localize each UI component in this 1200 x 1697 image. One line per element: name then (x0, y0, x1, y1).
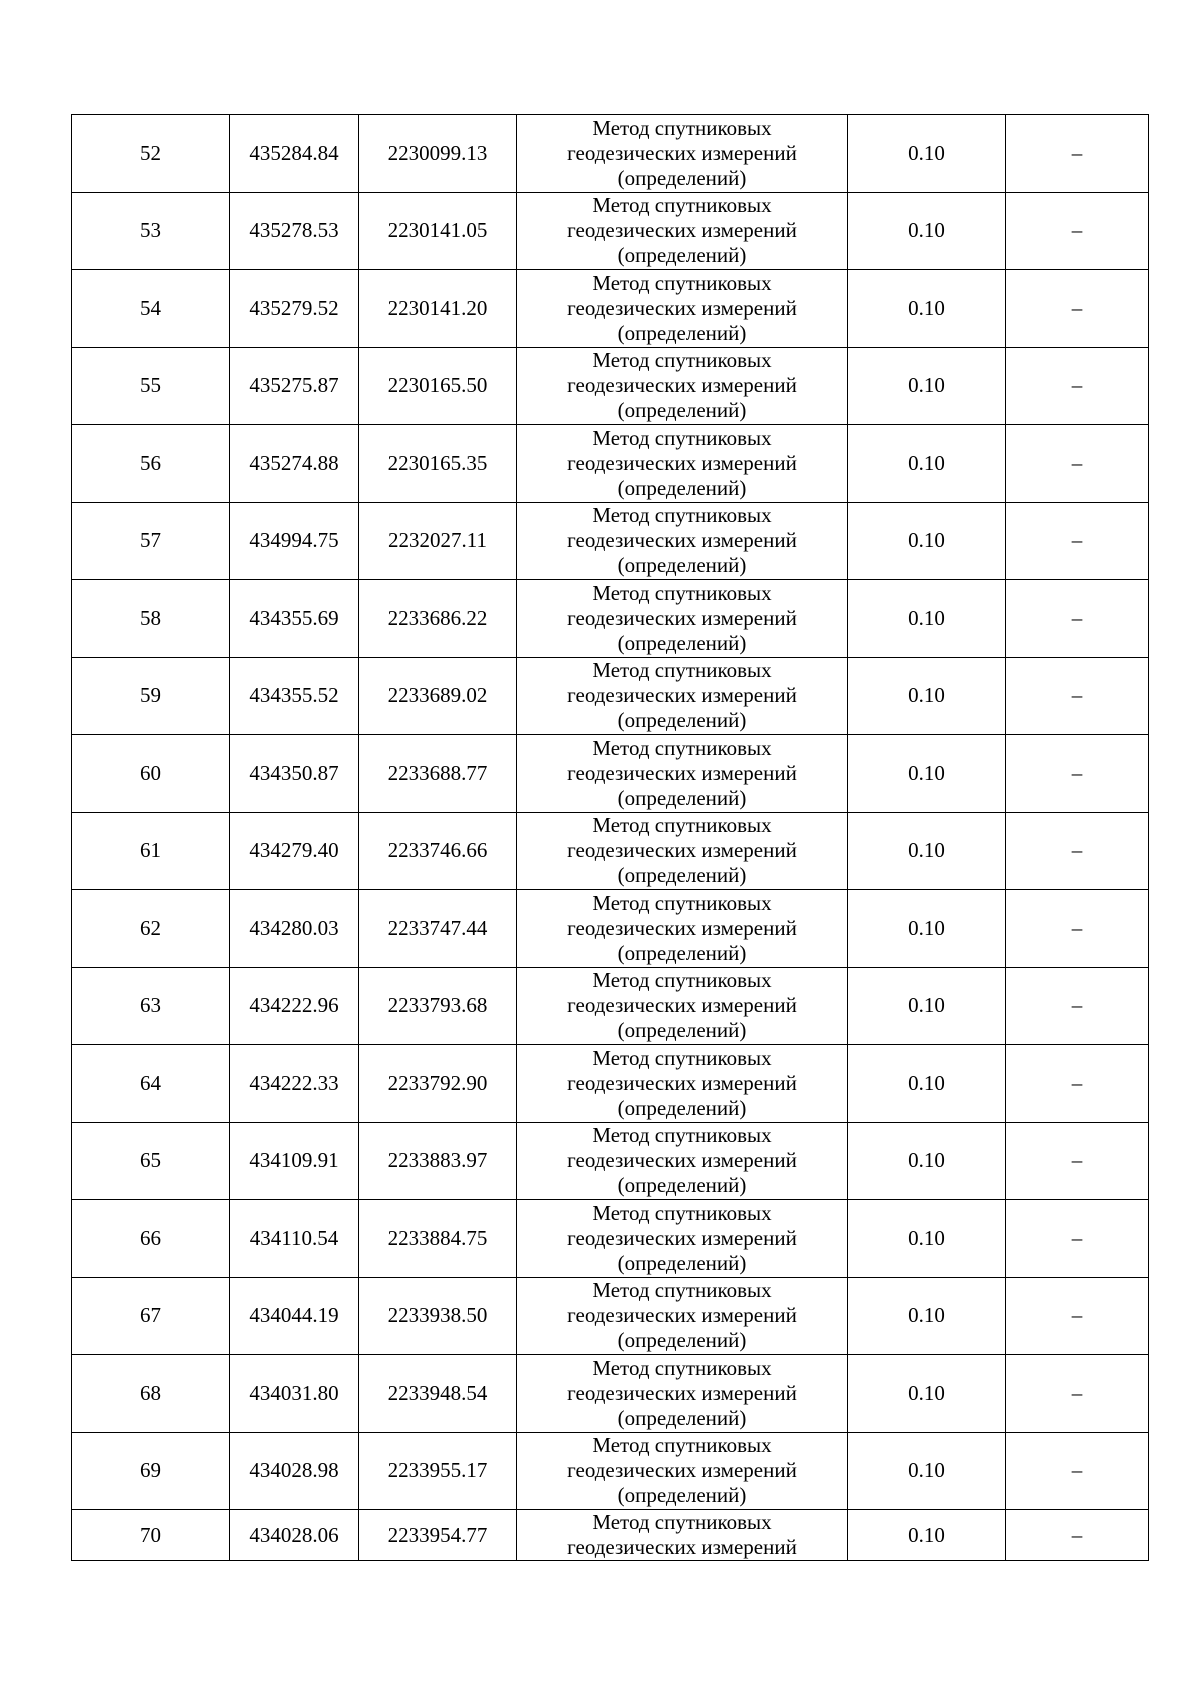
accuracy-cell: 0.10 (848, 1432, 1006, 1510)
table-row (72, 1122, 1149, 1200)
method-text-line: (определений) (617, 630, 747, 655)
x-coordinate-cell: 434279.40 (230, 812, 359, 890)
y-coordinate-cell: 2232027.11 (359, 502, 517, 580)
accuracy-cell: 0.10 (848, 890, 1006, 968)
x-coordinate-cell: 435274.88 (230, 425, 359, 503)
method-text-line: геодезических измерений (567, 683, 797, 708)
x-coordinate-cell: 435275.87 (230, 347, 359, 425)
method-cell (517, 115, 848, 193)
accuracy-cell: 0.10 (848, 115, 1006, 193)
method-cell (517, 270, 848, 348)
method-text-line: (определений) (617, 863, 747, 888)
table-row (72, 347, 1149, 425)
method-text-line: Метод спутниковых (592, 968, 772, 993)
point-number-cell: 69 (72, 1432, 230, 1510)
note-cell: – (1006, 425, 1149, 503)
y-coordinate-cell: 2233689.02 (359, 657, 517, 735)
table-row (72, 1510, 1149, 1561)
accuracy-cell: 0.10 (848, 580, 1006, 658)
x-coordinate-cell: 434355.69 (230, 580, 359, 658)
point-number-cell: 70 (72, 1510, 230, 1561)
note-cell: – (1006, 1432, 1149, 1510)
method-text-line: (определений) (617, 243, 747, 268)
x-coordinate-cell: 434044.19 (230, 1277, 359, 1355)
method-text-line: (определений) (617, 553, 747, 578)
note-cell: – (1006, 657, 1149, 735)
method-text-line: геодезических измерений (567, 1535, 797, 1559)
y-coordinate-cell: 2230099.13 (359, 115, 517, 193)
method-text-line: геодезических измерений (567, 373, 797, 398)
x-coordinate-cell: 435284.84 (230, 115, 359, 193)
accuracy-cell: 0.10 (848, 1122, 1006, 1200)
method-text-line: (определений) (617, 1250, 747, 1275)
table-row (72, 735, 1149, 813)
method-text-line: (определений) (617, 785, 747, 810)
y-coordinate-cell: 2233884.75 (359, 1200, 517, 1278)
method-text-line: (определений) (617, 320, 747, 345)
method-text-line: (определений) (617, 1483, 747, 1508)
note-cell: – (1006, 890, 1149, 968)
x-coordinate-cell: 434031.80 (230, 1355, 359, 1433)
method-text-line: (определений) (617, 475, 747, 500)
point-number-cell: 52 (72, 115, 230, 193)
accuracy-cell: 0.10 (848, 347, 1006, 425)
note-cell: – (1006, 812, 1149, 890)
method-text-line: геодезических измерений (567, 993, 797, 1018)
accuracy-cell: 0.10 (848, 812, 1006, 890)
accuracy-cell: 0.10 (848, 657, 1006, 735)
method-text-line: (определений) (617, 1173, 747, 1198)
point-number-cell: 61 (72, 812, 230, 890)
method-text-line: (определений) (617, 1405, 747, 1430)
table-row (72, 1432, 1149, 1510)
point-number-cell: 65 (72, 1122, 230, 1200)
method-text-line: Метод спутниковых (592, 503, 772, 528)
y-coordinate-cell: 2233948.54 (359, 1355, 517, 1433)
y-coordinate-cell: 2233955.17 (359, 1432, 517, 1510)
method-cell (517, 192, 848, 270)
point-number-cell: 64 (72, 1045, 230, 1123)
coordinates-table-body (72, 115, 1149, 1561)
method-text-line: (определений) (617, 398, 747, 423)
method-text-line: Метод спутниковых (592, 1355, 772, 1380)
accuracy-cell: 0.10 (848, 1510, 1006, 1561)
x-coordinate-cell: 434355.52 (230, 657, 359, 735)
note-cell: – (1006, 1045, 1149, 1123)
method-cell (517, 580, 848, 658)
x-coordinate-cell: 435278.53 (230, 192, 359, 270)
table-row (72, 425, 1149, 503)
note-cell: – (1006, 192, 1149, 270)
method-text-line: Метод спутниковых (592, 193, 772, 218)
method-cell (517, 502, 848, 580)
note-cell: – (1006, 1200, 1149, 1278)
note-cell: – (1006, 735, 1149, 813)
y-coordinate-cell: 2233747.44 (359, 890, 517, 968)
point-number-cell: 62 (72, 890, 230, 968)
accuracy-cell: 0.10 (848, 502, 1006, 580)
point-number-cell: 54 (72, 270, 230, 348)
method-text-line: (определений) (617, 1095, 747, 1120)
method-text-line: геодезических измерений (567, 838, 797, 863)
method-text-line: геодезических измерений (567, 218, 797, 243)
method-cell (517, 1045, 848, 1123)
x-coordinate-cell: 434994.75 (230, 502, 359, 580)
method-text-line: Метод спутниковых (592, 1045, 772, 1070)
note-cell: – (1006, 967, 1149, 1045)
method-text-line: Метод спутниковых (592, 658, 772, 683)
method-text-line: Метод спутниковых (592, 890, 772, 915)
method-text-line: геодезических измерений (567, 528, 797, 553)
point-number-cell: 66 (72, 1200, 230, 1278)
x-coordinate-cell: 434350.87 (230, 735, 359, 813)
method-cell (517, 1510, 848, 1561)
method-cell (517, 347, 848, 425)
method-cell (517, 1432, 848, 1510)
method-text-line: Метод спутниковых (592, 1433, 772, 1458)
point-number-cell: 58 (72, 580, 230, 658)
table-row (72, 1045, 1149, 1123)
point-number-cell: 63 (72, 967, 230, 1045)
x-coordinate-cell: 434028.98 (230, 1432, 359, 1510)
point-number-cell: 68 (72, 1355, 230, 1433)
accuracy-cell: 0.10 (848, 1277, 1006, 1355)
x-coordinate-cell: 434110.54 (230, 1200, 359, 1278)
accuracy-cell: 0.10 (848, 1045, 1006, 1123)
accuracy-cell: 0.10 (848, 270, 1006, 348)
table-row (72, 1355, 1149, 1433)
y-coordinate-cell: 2233883.97 (359, 1122, 517, 1200)
accuracy-cell: 0.10 (848, 425, 1006, 503)
y-coordinate-cell: 2230165.35 (359, 425, 517, 503)
note-cell: – (1006, 502, 1149, 580)
method-text-line: геодезических измерений (567, 295, 797, 320)
point-number-cell: 67 (72, 1277, 230, 1355)
accuracy-cell: 0.10 (848, 1355, 1006, 1433)
y-coordinate-cell: 2233793.68 (359, 967, 517, 1045)
y-coordinate-cell: 2233954.77 (359, 1510, 517, 1561)
method-cell (517, 812, 848, 890)
method-text-line: Метод спутниковых (592, 1278, 772, 1303)
x-coordinate-cell: 435279.52 (230, 270, 359, 348)
method-cell (517, 1122, 848, 1200)
accuracy-cell: 0.10 (848, 192, 1006, 270)
method-text-line: геодезических измерений (567, 450, 797, 475)
table-row (72, 967, 1149, 1045)
note-cell: – (1006, 1122, 1149, 1200)
method-text-line: геодезических измерений (567, 760, 797, 785)
method-text-line: геодезических измерений (567, 605, 797, 630)
method-cell (517, 967, 848, 1045)
note-cell: – (1006, 347, 1149, 425)
point-number-cell: 55 (72, 347, 230, 425)
method-text-line: (определений) (617, 1018, 747, 1043)
x-coordinate-cell: 434028.06 (230, 1510, 359, 1561)
table-row (72, 812, 1149, 890)
method-text-line: Метод спутниковых (592, 813, 772, 838)
point-number-cell: 59 (72, 657, 230, 735)
point-number-cell: 53 (72, 192, 230, 270)
method-text-line: геодезических измерений (567, 1148, 797, 1173)
method-cell (517, 1200, 848, 1278)
point-number-cell: 56 (72, 425, 230, 503)
method-text-line: геодезических измерений (567, 140, 797, 165)
note-cell: – (1006, 1277, 1149, 1355)
y-coordinate-cell: 2230141.05 (359, 192, 517, 270)
method-cell (517, 1277, 848, 1355)
method-text-line: Метод спутниковых (592, 735, 772, 760)
method-text-line: Метод спутниковых (592, 1510, 772, 1534)
method-cell (517, 890, 848, 968)
y-coordinate-cell: 2233746.66 (359, 812, 517, 890)
point-number-cell: 60 (72, 735, 230, 813)
method-text-line: Метод спутниковых (592, 270, 772, 295)
note-cell: – (1006, 580, 1149, 658)
y-coordinate-cell: 2233688.77 (359, 735, 517, 813)
point-number-cell: 57 (72, 502, 230, 580)
method-text-line: геодезических измерений (567, 1070, 797, 1095)
method-text-line: Метод спутниковых (592, 580, 772, 605)
accuracy-cell: 0.10 (848, 1200, 1006, 1278)
table-row (72, 580, 1149, 658)
method-text-line: (определений) (617, 1328, 747, 1353)
table-row (72, 270, 1149, 348)
y-coordinate-cell: 2230141.20 (359, 270, 517, 348)
y-coordinate-cell: 2233686.22 (359, 580, 517, 658)
method-text-line: Метод спутниковых (592, 348, 772, 373)
accuracy-cell: 0.10 (848, 735, 1006, 813)
note-cell: – (1006, 1510, 1149, 1561)
method-cell (517, 1355, 848, 1433)
method-text-line: геодезических измерений (567, 1303, 797, 1328)
method-text-line: геодезических измерений (567, 1225, 797, 1250)
method-text-line: Метод спутниковых (592, 425, 772, 450)
method-text-line: (определений) (617, 708, 747, 733)
x-coordinate-cell: 434222.33 (230, 1045, 359, 1123)
note-cell: – (1006, 115, 1149, 193)
note-cell: – (1006, 1355, 1149, 1433)
method-text-line: (определений) (617, 165, 747, 190)
y-coordinate-cell: 2233792.90 (359, 1045, 517, 1123)
table-row (72, 192, 1149, 270)
table-row (72, 115, 1149, 193)
method-text-line: геодезических измерений (567, 1458, 797, 1483)
accuracy-cell: 0.10 (848, 967, 1006, 1045)
method-cell (517, 735, 848, 813)
x-coordinate-cell: 434109.91 (230, 1122, 359, 1200)
y-coordinate-cell: 2233938.50 (359, 1277, 517, 1355)
method-text-line: Метод спутниковых (592, 1200, 772, 1225)
method-text-line: (определений) (617, 940, 747, 965)
table-row (72, 657, 1149, 735)
table-row (72, 890, 1149, 968)
method-text-line: геодезических измерений (567, 1380, 797, 1405)
coordinates-table (71, 114, 1149, 1561)
x-coordinate-cell: 434222.96 (230, 967, 359, 1045)
table-row (72, 1200, 1149, 1278)
note-cell: – (1006, 270, 1149, 348)
table-row (72, 502, 1149, 580)
table-row (72, 1277, 1149, 1355)
method-cell (517, 425, 848, 503)
method-text-line: геодезических измерений (567, 915, 797, 940)
method-cell (517, 657, 848, 735)
method-text-line: Метод спутниковых (592, 115, 772, 140)
method-text-line: Метод спутниковых (592, 1123, 772, 1148)
x-coordinate-cell: 434280.03 (230, 890, 359, 968)
y-coordinate-cell: 2230165.50 (359, 347, 517, 425)
